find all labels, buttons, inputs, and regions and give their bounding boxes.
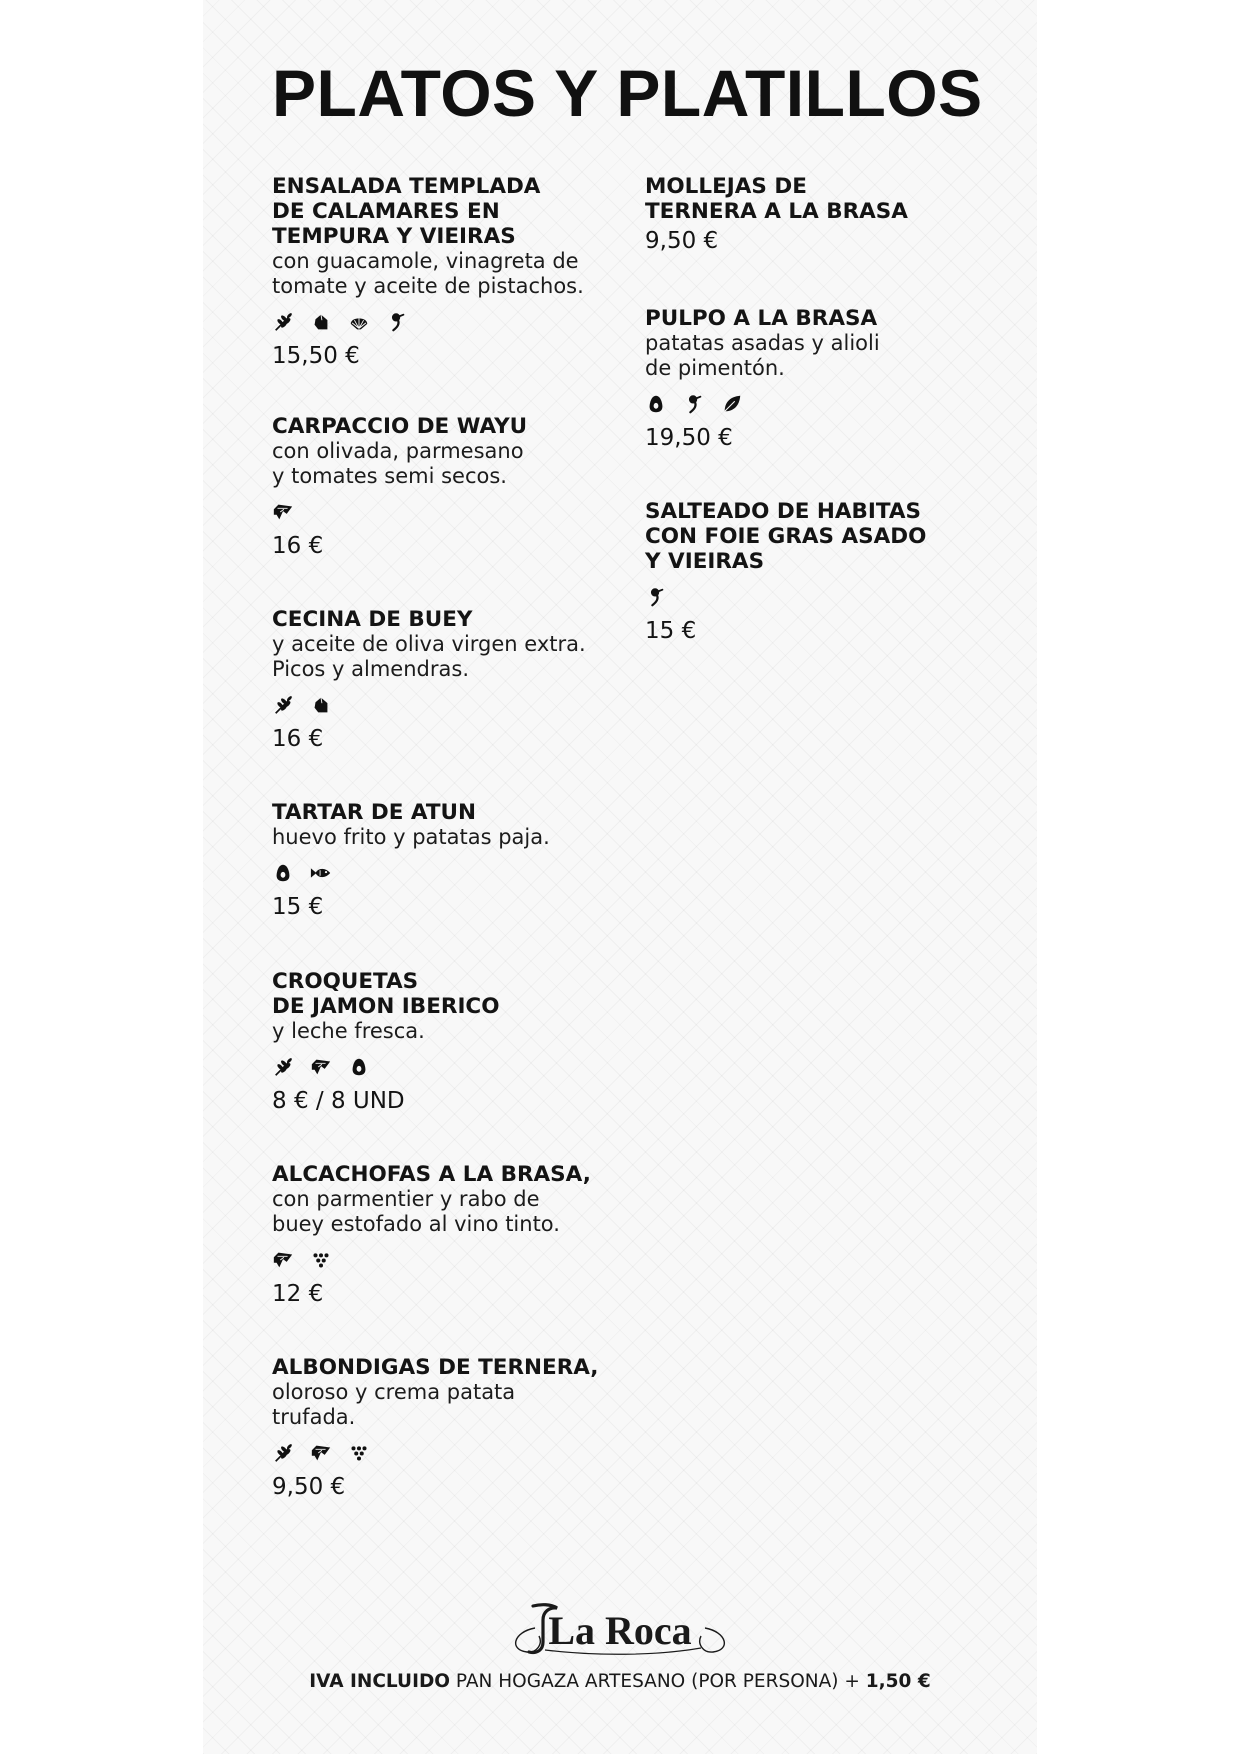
allergen-icons [272,1055,612,1079]
sulfite-icon [683,393,705,415]
wheat-icon [272,1056,294,1078]
milk-carton-icon [310,694,332,716]
menu-item [272,607,612,753]
allergen-icons [272,861,612,885]
dish-description: oloroso y crema patata trufada. [272,1380,516,1429]
dish-price: 19,50 € [645,425,733,451]
egg-icon [272,862,294,884]
dish-price: 9,50 € [645,228,719,254]
dish-name: CROQUETAS DE JAMON IBERICO [272,969,500,1019]
dish-description: y leche fresca. [272,1019,425,1043]
lactose-icon [272,1249,294,1271]
grapes-icon [348,1442,370,1464]
dish-description: con parmentier y rabo de buey estofado al vino tinto. [272,1187,560,1236]
allergen-icons [272,693,612,717]
dish-name: SALTEADO DE HABITAS CON FOIE GRAS ASADO Y VIEIRAS [645,499,927,574]
sulfite-icon [645,586,667,608]
dish-price: 8 € / 8 UND [272,1088,405,1114]
leaf-icon [721,393,743,415]
menu-item [272,800,612,921]
allergen-icons [645,392,975,416]
lactose-icon [272,501,294,523]
dish-description: patatas asadas y alioli de pimentón. [645,331,880,380]
menu-item [272,1162,612,1308]
menu-item [645,174,975,255]
wheat-icon [272,694,294,716]
menu-item [272,414,612,560]
dish-description: y aceite de oliva virgen extra. Picos y almendras. [272,632,586,681]
dish-name: ALBONDIGAS DE TERNERA, [272,1355,599,1380]
menu-item [272,174,612,370]
allergen-icons [645,585,975,609]
allergen-icons [272,500,612,524]
lactose-icon [310,1442,332,1464]
dish-price: 15 € [272,894,324,920]
dish-name: CECINA DE BUEY [272,607,473,632]
sulfite-icon [386,311,408,333]
footer-label: IVA INCLUIDO [309,1671,451,1692]
dish-name: TARTAR DE ATUN [272,800,477,825]
menu-item [272,969,612,1115]
dish-description: huevo frito y patatas paja. [272,825,550,849]
wheat-icon [272,1442,294,1464]
page-title: PLATOS Y PLATILLOS [272,56,983,130]
menu-item [272,1355,612,1501]
dish-name: CARPACCIO DE WAYU [272,414,528,439]
shell-icon [348,311,370,333]
wheat-icon [272,311,294,333]
logo-wordmark: La Roca [548,1608,692,1653]
dish-price: 16 € [272,533,324,559]
milk-carton-icon [310,311,332,333]
footer-price: 1,50 € [865,1671,931,1692]
dish-description: con guacamole, vinagreta de tomate y aceite de pistachos. [272,249,584,298]
dish-name: ENSALADA TEMPLADA DE CALAMARES EN TEMPURA Y VIEIRAS [272,174,541,249]
grapes-icon [310,1249,332,1271]
menu-item [645,306,975,452]
allergen-icons [272,310,612,334]
dish-name: MOLLEJAS DE TERNERA A LA BRASA [645,174,908,224]
dish-price: 15,50 € [272,343,360,369]
allergen-icons [272,1248,612,1272]
menu-item [645,499,975,645]
egg-icon [348,1056,370,1078]
dish-price: 9,50 € [272,1474,346,1500]
fish-icon [310,862,332,884]
brand-logo [505,1598,735,1660]
dish-description: con olivada, parmesano y tomates semi secos. [272,439,524,488]
egg-icon [645,393,667,415]
dish-price: 16 € [272,726,324,752]
dish-price: 12 € [272,1281,324,1307]
allergen-icons [272,1441,612,1465]
dish-name: PULPO A LA BRASA [645,306,878,331]
dish-price: 15 € [645,618,697,644]
dish-name: ALCACHOFAS A LA BRASA, [272,1162,591,1187]
footer-text: PAN HOGAZA ARTESANO (POR PERSONA) + [450,1671,866,1692]
footer-note [0,1671,1240,1692]
lactose-icon [310,1056,332,1078]
